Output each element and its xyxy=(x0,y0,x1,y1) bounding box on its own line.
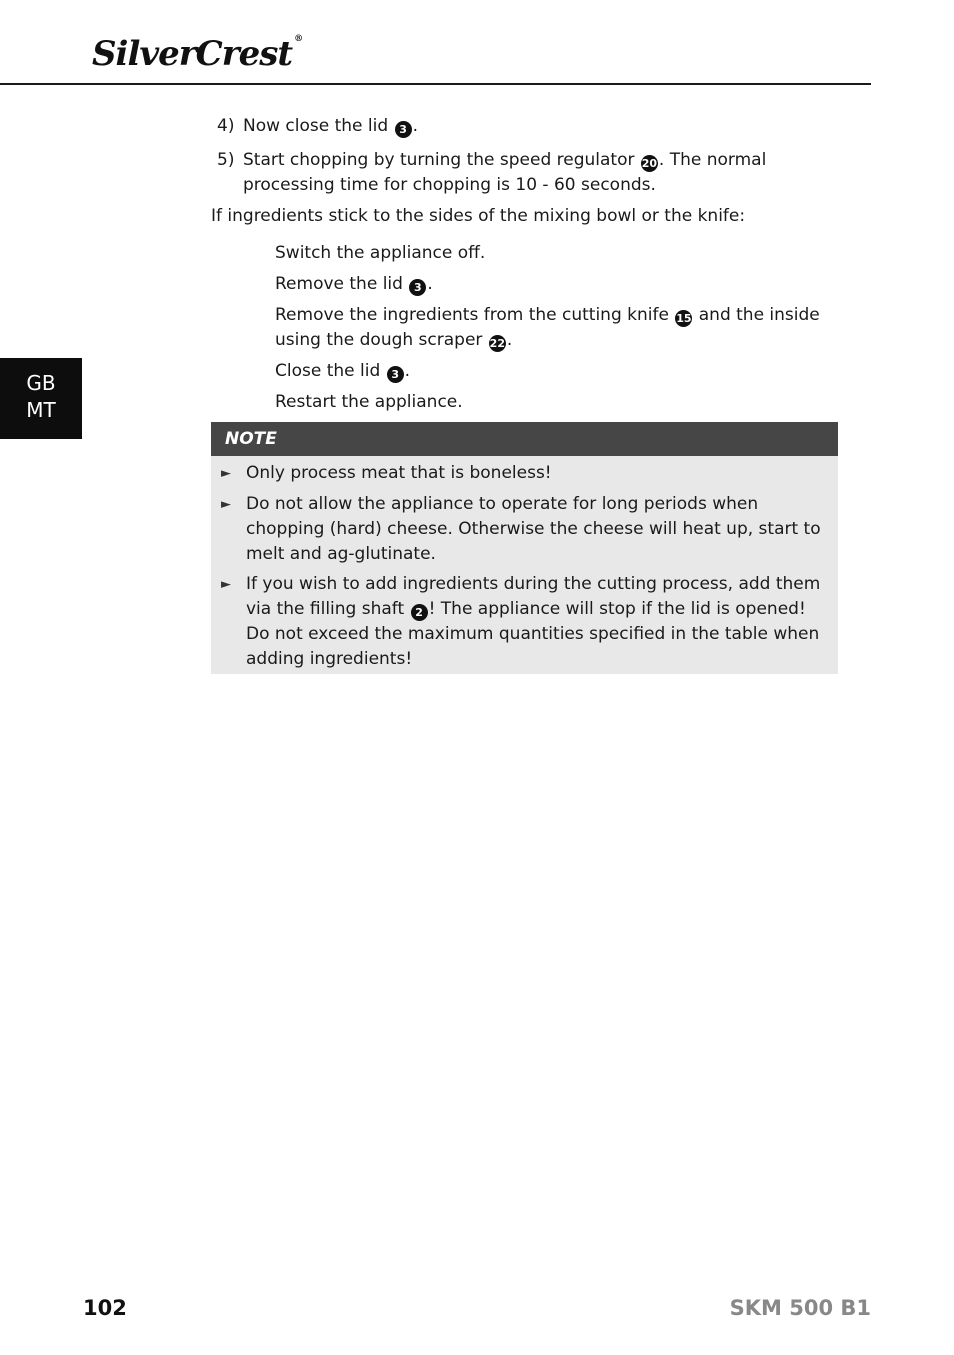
substep-switch-off: Switch the appliance off. xyxy=(275,243,486,263)
part-ref-badge: 15 xyxy=(676,312,692,325)
bullet-arrow-icon: ► xyxy=(221,497,231,512)
step-number: 4) xyxy=(217,116,235,136)
note-box xyxy=(211,456,838,674)
part-ref-badge: 20 xyxy=(641,157,658,170)
registered-mark: ® xyxy=(294,34,303,44)
header-rule xyxy=(0,83,871,85)
language-tab xyxy=(0,358,82,439)
bullet-arrow-icon: ► xyxy=(221,577,231,592)
substep-remove-ingredients: Remove the ingredients from the cutting knife 15 and the inside using the dough scraper 22 . xyxy=(275,305,820,350)
model-number: SKM 500 B1 xyxy=(729,1296,871,1320)
step-number: 5) xyxy=(217,150,235,170)
intro-text: If ingredients stick to the sides of the mixing bowl or the knife: xyxy=(211,206,746,226)
part-ref-badge: 3 xyxy=(387,366,404,383)
page-number: 102 xyxy=(83,1296,127,1320)
substep-restart: Restart the appliance. xyxy=(275,392,463,412)
substep-close-lid: Close the lid 3 . xyxy=(275,361,411,381)
language-code-mt: MT xyxy=(26,398,56,422)
part-ref-badge: 2 xyxy=(411,604,428,621)
part-ref-badge: 3 xyxy=(409,279,426,296)
substep-remove-lid: Remove the lid 3 . xyxy=(275,274,433,294)
language-code-gb: GB xyxy=(26,371,56,395)
note-bullet-3: ► If you wish to add ingredients during the cutting process, add them via the filling shaft 2 ! The appliance will stop if the lid is opened! Do not exceed the maximum quantities specified in the table when adding ingredients! xyxy=(221,574,821,669)
bullet-arrow-icon: ► xyxy=(221,466,231,481)
note-bullet-1: ► Only process meat that is boneless! xyxy=(246,461,831,486)
note-bullet-2: ► Do not allow the appliance to operate for long periods when chopping (hard) cheese. Otherwise the cheese will heat up, start to melt and ag-glutinate. xyxy=(221,494,821,564)
step-5: 5) Start chopping by turning the speed regulator 20 . The normal processing time for chopping is 10 - 60 seconds. xyxy=(217,150,767,195)
part-ref-badge: 3 xyxy=(395,121,412,138)
note-title: NOTE xyxy=(211,422,838,456)
brand-logo: SilverCrest ® xyxy=(92,34,303,74)
step-4: 4) Now close the lid 3 . xyxy=(217,114,837,139)
part-ref-badge: 22 xyxy=(489,337,505,350)
